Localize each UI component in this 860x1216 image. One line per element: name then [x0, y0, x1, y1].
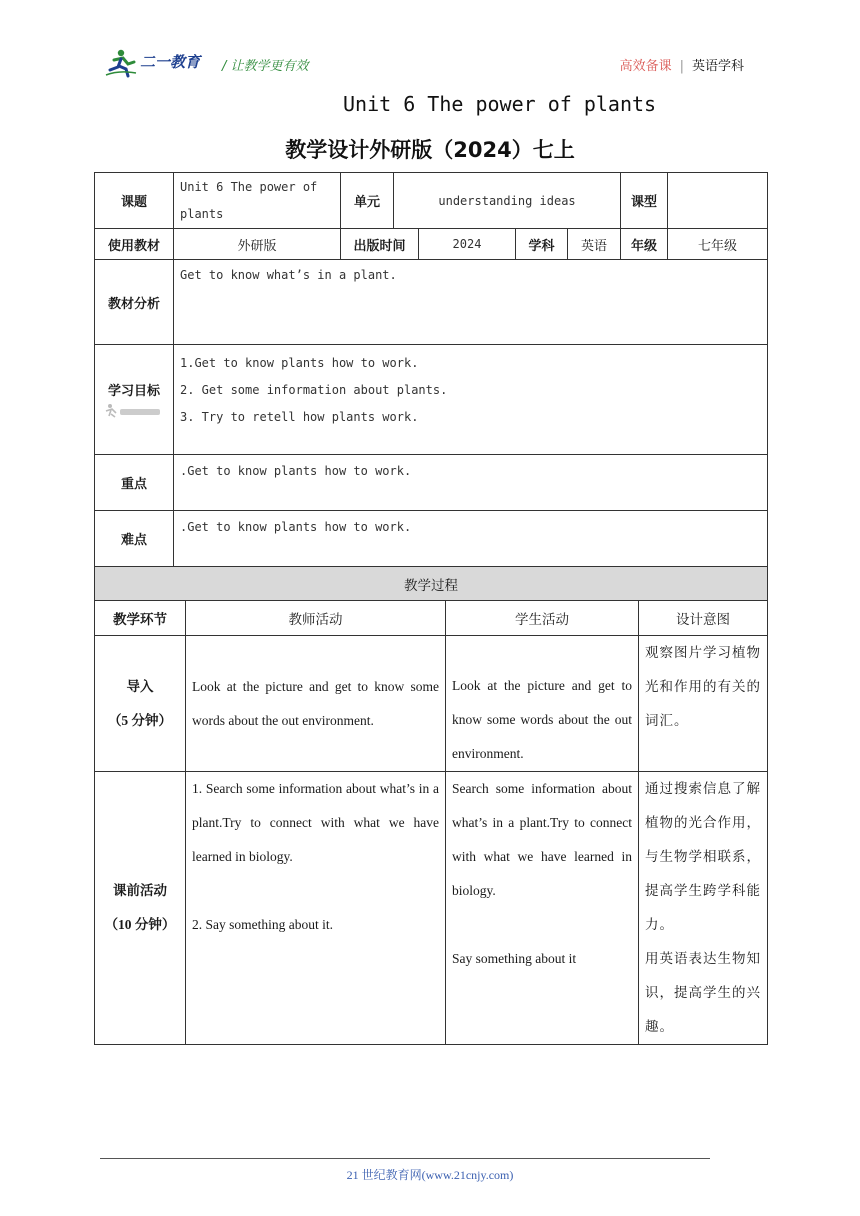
table-row [95, 636, 768, 772]
design-intent [639, 636, 768, 772]
title-chinese: 教学设计外研版（2024）七上 [285, 138, 575, 162]
page-header [104, 44, 744, 84]
header-student: 学生活动 [446, 601, 639, 636]
stage-name: 课前活动 [113, 883, 167, 898]
analysis-label: 教材分析 [95, 260, 174, 345]
goals-cell [95, 345, 174, 455]
type-label: 课型 [621, 173, 668, 229]
analysis-value: Get to know what’s in a plant. [174, 260, 768, 345]
goals-label: 学习目标 [107, 384, 160, 399]
teacher-text: 2. Say something about it. [192, 917, 333, 932]
header-separator: | [679, 59, 684, 74]
student-activity [446, 636, 639, 772]
stage-cell [95, 636, 186, 772]
logo-text: 二一教育 [140, 53, 201, 71]
topic-value: Unit 6 The power of plants [174, 173, 341, 229]
teacher-activity [186, 636, 446, 772]
student-text: Search some information about what’s in a plant.Try to connect with what we have learned in biology. [452, 781, 632, 898]
teacher-text: Look at the picture and get to know some words about the out environment. [192, 678, 439, 728]
pubtime-value: 2024 [419, 229, 516, 260]
teacher-activity [186, 772, 446, 1045]
student-text: Say something about it [452, 951, 577, 966]
topic-label: 课题 [95, 173, 174, 229]
footer-link[interactable]: 21 世纪教育网(www.21cnjy.com) [346, 1168, 514, 1182]
grade-label: 年级 [621, 229, 668, 260]
grade-value: 七年级 [668, 229, 768, 260]
material-value: 外研版 [174, 229, 341, 260]
stage-time: （10 分钟） [104, 917, 176, 932]
pubtime-label: 出版时间 [341, 229, 419, 260]
title-english: Unit 6 The power of plants [343, 92, 657, 116]
unit-label: 单元 [341, 173, 394, 229]
goals-list [174, 345, 768, 455]
goal-item: 1.Get to know plants how to work. [180, 356, 419, 370]
footer-divider [100, 1158, 710, 1159]
header-label-b: 英语学科 [691, 59, 744, 74]
intent-text: 通过搜索信息了解植物的光合作用，与生物学相联系，提高学生跨学科能力。 [645, 781, 761, 932]
student-activity [446, 772, 639, 1045]
slogan: / 让教学更有效 [222, 59, 309, 74]
difficulty-label: 难点 [95, 511, 174, 567]
teacher-text: 1. Search some information about what’s in a plant.Try to connect with what we have learned in biology. [192, 781, 439, 864]
goal-item: 2. Get some information about plants. [180, 383, 448, 397]
student-text: Look at the picture and get to know some words about the out environment. [452, 678, 632, 761]
process-title: 教学过程 [95, 567, 768, 601]
stage-cell [95, 772, 186, 1045]
difficulty-value: .Get to know plants how to work. [174, 511, 768, 567]
header-teacher: 教师活动 [186, 601, 446, 636]
table-row [95, 772, 768, 1045]
info-table [94, 172, 768, 567]
key-value: .Get to know plants how to work. [174, 455, 768, 511]
header-label-a: 高效备课 [619, 59, 672, 74]
subject-label: 学科 [516, 229, 568, 260]
header-right [620, 55, 744, 74]
header-stage: 教学环节 [95, 601, 186, 636]
key-label: 重点 [95, 455, 174, 511]
goal-item: 3. Try to retell how plants work. [180, 410, 419, 424]
intent-text: 用英语表达生物知识，提高学生的兴趣。 [645, 951, 761, 1034]
type-value [668, 173, 768, 229]
runner-watermark-icon [104, 403, 164, 419]
header-intent: 设计意图 [639, 601, 768, 636]
material-label: 使用教材 [95, 229, 174, 260]
process-table [94, 566, 768, 1045]
unit-value: understanding ideas [394, 173, 621, 229]
subject-value: 英语 [568, 229, 621, 260]
design-intent [639, 772, 768, 1045]
stage-name: 导入 [126, 678, 154, 694]
intent-text: 观察图片学习植物光和作用的有关的词汇。 [645, 645, 761, 728]
stage-time: （5 分钟） [107, 712, 173, 728]
